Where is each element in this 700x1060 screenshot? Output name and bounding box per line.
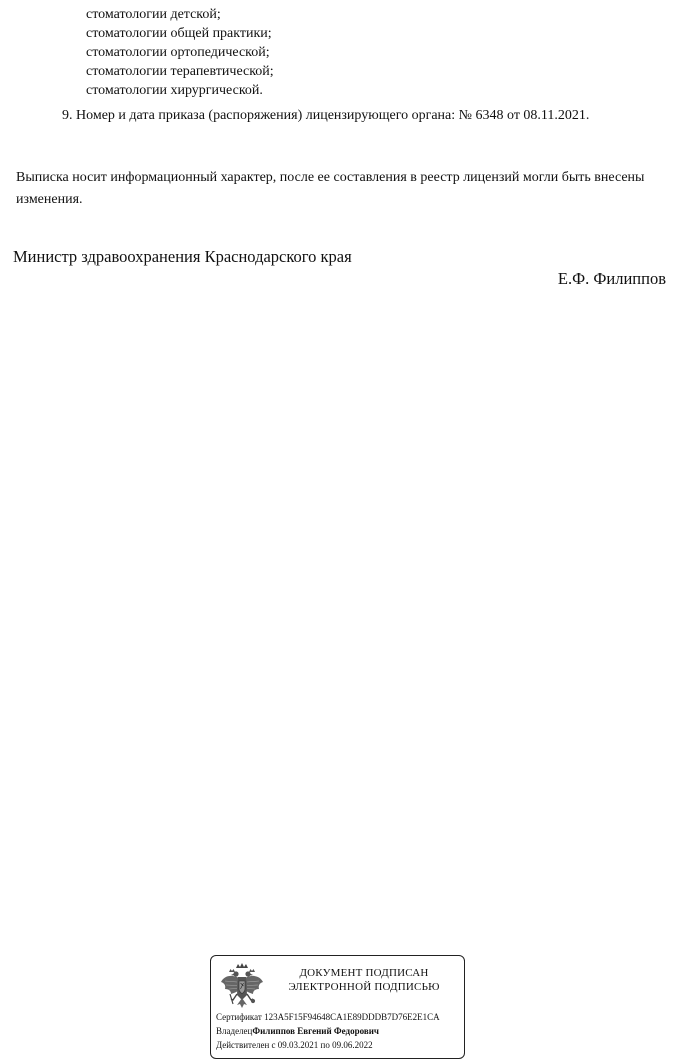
stamp-header-line: ЭЛЕКТРОННОЙ ПОДПИСЬЮ [288,981,440,993]
owner-label: Владелец [216,1026,253,1036]
stamp-header [269,966,459,994]
certificate-label: Сертификат [216,1012,262,1022]
stamp-header-line: ДОКУМЕНТ ПОДПИСАН [299,967,429,979]
signatory-name: Е.Ф. Филиппов [557,269,666,288]
list-item: стоматологии ортопедической; [86,45,270,60]
list-item: стоматологии детской; [86,7,221,22]
order-number-line: 9. Номер и дата приказа (распоряжения) лицензирующего органа: № 6348 от 08.11.2021. [62,108,590,123]
electronic-signature-stamp [210,955,465,1059]
informational-note: Выписка носит информационный характер, после ее составления в реестр лицензий могли быть внесены изменения. [16,170,645,207]
owner-line [216,1026,379,1037]
certificate-line [216,1012,440,1023]
owner-value: Филиппов Евгений Федорович [252,1026,379,1036]
certificate-value: 123A5F15F94648CA1E89DDDB7D76E2E1CA [264,1012,440,1022]
list-item: стоматологии общей практики; [86,26,272,41]
signatory-title: Министр здравоохранения Краснодарского края [13,247,352,266]
russian-coat-of-arms-icon [219,962,265,1012]
list-item: стоматологии хирургической. [86,83,263,98]
validity-line: Действителен с 09.03.2021 по 09.06.2022 [216,1040,373,1050]
list-item: стоматологии терапевтической; [86,64,274,79]
service-list [86,5,274,100]
